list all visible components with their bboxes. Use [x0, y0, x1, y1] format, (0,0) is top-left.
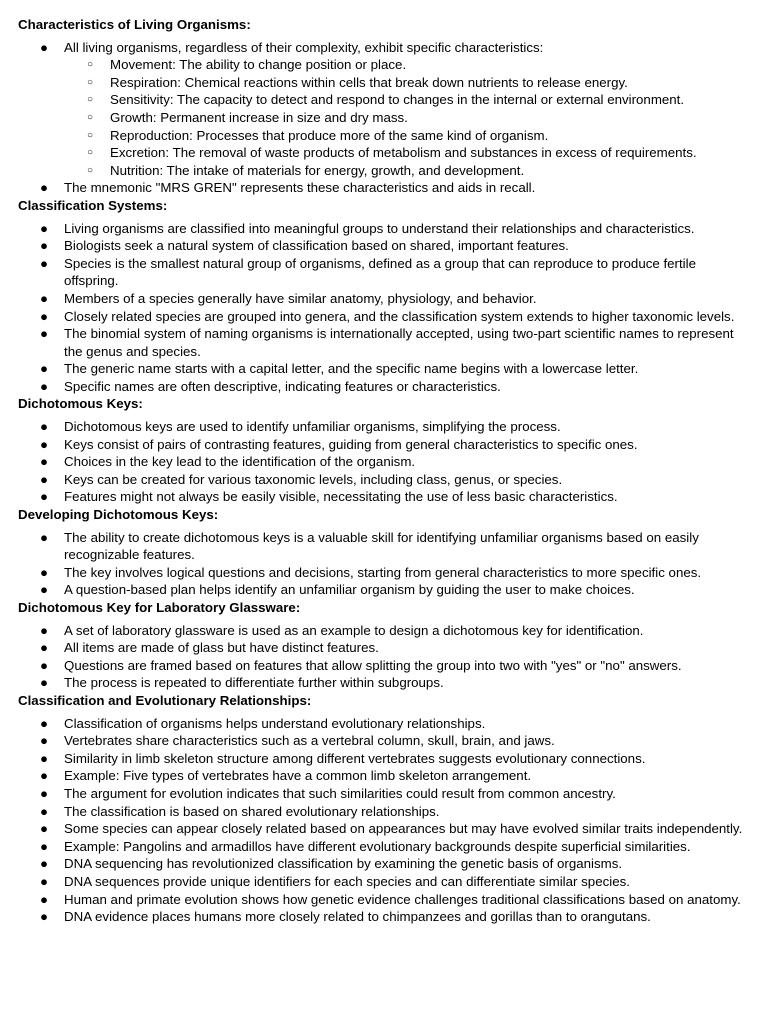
bullet-icon: ●	[40, 715, 49, 731]
bullet-icon: ●	[40, 220, 49, 236]
list-item-text: DNA sequences provide unique identifiers for each species and can differentiate similar species.	[64, 873, 630, 889]
sub-list-item-text: Growth: Permanent increase in size and dry mass.	[110, 109, 408, 125]
bullet-icon: ●	[40, 821, 49, 837]
list-item	[18, 378, 750, 396]
hollow-bullet-icon: ○	[87, 111, 94, 123]
list-item	[18, 308, 750, 326]
bullet-icon: ●	[40, 768, 49, 784]
list-item-text: The classification is based on shared evolutionary relationships.	[64, 803, 440, 819]
hollow-bullet-icon: ○	[87, 94, 94, 106]
list-item	[18, 471, 750, 489]
list-item-text: Keys can be created for various taxonomic levels, including class, genus, or species.	[64, 471, 563, 487]
list-item	[18, 855, 750, 873]
bullet-list	[18, 220, 750, 396]
bullet-icon: ●	[40, 657, 49, 673]
bullet-icon: ●	[40, 909, 49, 925]
list-item-text: Living organisms are classified into meaningful groups to understand their relationships and characteristics.	[64, 220, 695, 236]
hollow-bullet-icon: ○	[87, 147, 94, 159]
bullet-icon: ●	[40, 419, 49, 435]
list-item-text: Closely related species are grouped into genera, and the classification system extends to higher taxonomic levels.	[64, 308, 735, 324]
list-item-text: Vertebrates share characteristics such as a vertebral column, skull, brain, and jaws.	[64, 733, 555, 749]
list-item	[18, 179, 750, 197]
list-item	[18, 803, 750, 821]
list-item	[18, 873, 750, 891]
section-heading: Dichotomous Keys:	[18, 396, 143, 412]
bullet-icon: ●	[40, 873, 49, 889]
list-item	[18, 639, 750, 657]
bullet-icon: ●	[40, 529, 49, 545]
bullet-icon: ●	[40, 436, 49, 452]
list-item-text: Specific names are often descriptive, indicating features or characteristics.	[64, 378, 501, 394]
sub-list-item	[18, 127, 750, 145]
bullet-icon: ●	[40, 238, 49, 254]
sub-list-item	[18, 74, 750, 92]
bullet-list	[18, 418, 750, 506]
bullet-icon: ●	[40, 891, 49, 907]
bullet-icon: ●	[40, 290, 49, 306]
list-item	[18, 255, 750, 290]
list-item	[18, 838, 750, 856]
bullet-icon: ●	[40, 489, 49, 505]
bullet-icon: ●	[40, 454, 49, 470]
list-item-text: DNA sequencing has revolutionized classification by examining the genetic basis of organisms.	[64, 856, 623, 872]
list-item-text: Classification of organisms helps understand evolutionary relationships.	[64, 715, 486, 731]
bullet-icon: ●	[40, 308, 49, 324]
list-item-text: Questions are framed based on features that allow splitting the group into two with "yes" or "no" answers.	[64, 657, 682, 673]
list-item-text: All living organisms, regardless of their complexity, exhibit specific characteristics:	[64, 39, 544, 55]
list-item	[18, 453, 750, 471]
bullet-icon: ●	[40, 750, 49, 766]
section-heading: Dichotomous Key for Laboratory Glassware:	[18, 600, 301, 615]
list-item	[18, 360, 750, 378]
bullet-icon: ●	[40, 361, 49, 377]
list-item-text: Dichotomous keys are used to identify unfamiliar organisms, simplifying the process.	[64, 419, 561, 435]
list-item-text: A question-based plan helps identify an unfamiliar organism by guiding the user to make choices.	[64, 582, 635, 598]
sub-list-item-text: Reproduction: Processes that produce more of the same kind of organism.	[110, 127, 549, 143]
bullet-icon: ●	[40, 785, 49, 801]
bullet-icon: ●	[40, 733, 49, 749]
bullet-list	[18, 622, 750, 692]
list-item-text: Features might not always be easily visible, necessitating the use of less basic characteristics.	[64, 489, 618, 505]
section-heading: Characteristics of Living Organisms:	[18, 17, 251, 32]
bullet-icon: ●	[40, 326, 49, 342]
bullet-list	[18, 529, 750, 599]
bullet-icon: ●	[40, 838, 49, 854]
section-heading: Classification and Evolutionary Relationships:	[18, 692, 312, 708]
sub-list-item-text: Sensitivity: The capacity to detect and respond to changes in the internal or external environment.	[110, 92, 685, 108]
list-item	[18, 39, 750, 57]
list-item-text: Similarity in limb skeleton structure among different vertebrates suggests evolutionary connections.	[64, 750, 646, 766]
list-item-text: The mnemonic "MRS GREN" represents these characteristics and aids in recall.	[64, 180, 536, 196]
hollow-bullet-icon: ○	[87, 59, 94, 71]
list-item	[18, 436, 750, 454]
sub-list-item-text: Movement: The ability to change position or place.	[110, 57, 407, 73]
list-item-text: The key involves logical questions and decisions, starting from general characteristics to more specific ones.	[64, 564, 702, 580]
list-item	[18, 290, 750, 308]
list-item-text: Example: Pangolins and armadillos have different evolutionary backgrounds despite superficial similarities.	[64, 838, 691, 854]
bullet-list	[18, 715, 750, 926]
bullet-icon: ●	[40, 803, 49, 819]
list-item	[18, 581, 750, 599]
sub-list-item	[18, 56, 750, 74]
list-item-text: Some species can appear closely related based on appearances but may have evolved similar traits independently.	[64, 821, 743, 837]
bullet-icon: ●	[40, 582, 49, 598]
list-item-text: Keys consist of pairs of contrasting features, guiding from general characteristics to specific ones.	[64, 436, 638, 452]
list-item-text: The argument for evolution indicates that such similarities could result from common ancestry.	[64, 785, 616, 801]
sub-list-item	[18, 109, 750, 127]
bullet-icon: ●	[40, 378, 49, 394]
list-item-text: The binomial system of naming organisms is internationally accepted, using two-part scientific names to represent the genus and species.	[64, 326, 734, 359]
list-item	[18, 732, 750, 750]
hollow-bullet-icon: ○	[87, 164, 94, 176]
list-item	[18, 908, 750, 926]
bullet-icon: ●	[40, 675, 49, 691]
bullet-icon: ●	[40, 640, 49, 656]
list-item	[18, 529, 750, 564]
bullet-list	[18, 39, 750, 197]
bullet-icon: ●	[40, 856, 49, 872]
list-item	[18, 820, 750, 838]
list-item	[18, 674, 750, 692]
section-heading: Classification Systems:	[18, 197, 168, 213]
list-item-text: Species is the smallest natural group of organisms, defined as a group that can reproduce to produce fertile offspring.	[64, 255, 696, 289]
list-item	[18, 891, 750, 909]
list-item	[18, 622, 750, 640]
sub-list-item-text: Nutrition: The intake of materials for energy, growth, and development.	[110, 162, 525, 178]
list-item	[18, 564, 750, 582]
sub-list-item-text: Excretion: The removal of waste products of metabolism and substances in excess of requirements.	[110, 145, 697, 161]
list-item	[18, 715, 750, 733]
list-item	[18, 418, 750, 436]
list-item	[18, 237, 750, 255]
list-item-text: DNA evidence places humans more closely related to chimpanzees and gorillas than to orangutans.	[64, 909, 651, 925]
list-item-text: All items are made of glass but have distinct features.	[64, 640, 379, 656]
list-item	[18, 657, 750, 675]
list-item	[18, 750, 750, 768]
bullet-icon: ●	[40, 622, 49, 638]
sub-list-item	[18, 144, 750, 162]
bullet-icon: ●	[40, 255, 49, 271]
sub-list-item	[18, 91, 750, 109]
list-item	[18, 488, 750, 506]
list-item-text: Choices in the key lead to the identification of the organism.	[64, 454, 416, 470]
list-item	[18, 325, 750, 360]
list-item-text: The process is repeated to differentiate further within subgroups.	[64, 675, 444, 691]
list-item-text: A set of laboratory glassware is used as an example to design a dichotomous key for identification.	[64, 622, 644, 638]
list-item-text: Members of a species generally have similar anatomy, physiology, and behavior.	[64, 290, 537, 306]
bullet-icon: ●	[40, 180, 49, 196]
list-item-text: Example: Five types of vertebrates have a common limb skeleton arrangement.	[64, 768, 532, 784]
list-item	[18, 767, 750, 785]
section-heading: Developing Dichotomous Keys:	[18, 507, 219, 523]
bullet-icon: ●	[40, 471, 49, 487]
list-item-text: Biologists seek a natural system of classification based on shared, important features.	[64, 238, 569, 254]
list-item-text: The generic name starts with a capital letter, and the specific name begins with a lowercase letter.	[64, 361, 639, 377]
sub-list-item-text: Respiration: Chemical reactions within cells that break down nutrients to release energy.	[110, 74, 628, 90]
list-item-text: Human and primate evolution shows how genetic evidence challenges traditional classifications based on anatomy.	[64, 891, 741, 907]
list-item	[18, 220, 750, 238]
list-item-text: The ability to create dichotomous keys is a valuable skill for identifying unfamiliar organisms based on easily recognizable features.	[64, 529, 699, 563]
list-item	[18, 785, 750, 803]
hollow-bullet-icon: ○	[87, 76, 94, 88]
bullet-icon: ●	[40, 564, 49, 580]
bullet-icon: ●	[40, 39, 49, 55]
hollow-bullet-icon: ○	[87, 129, 94, 141]
sub-list-item	[18, 162, 750, 180]
